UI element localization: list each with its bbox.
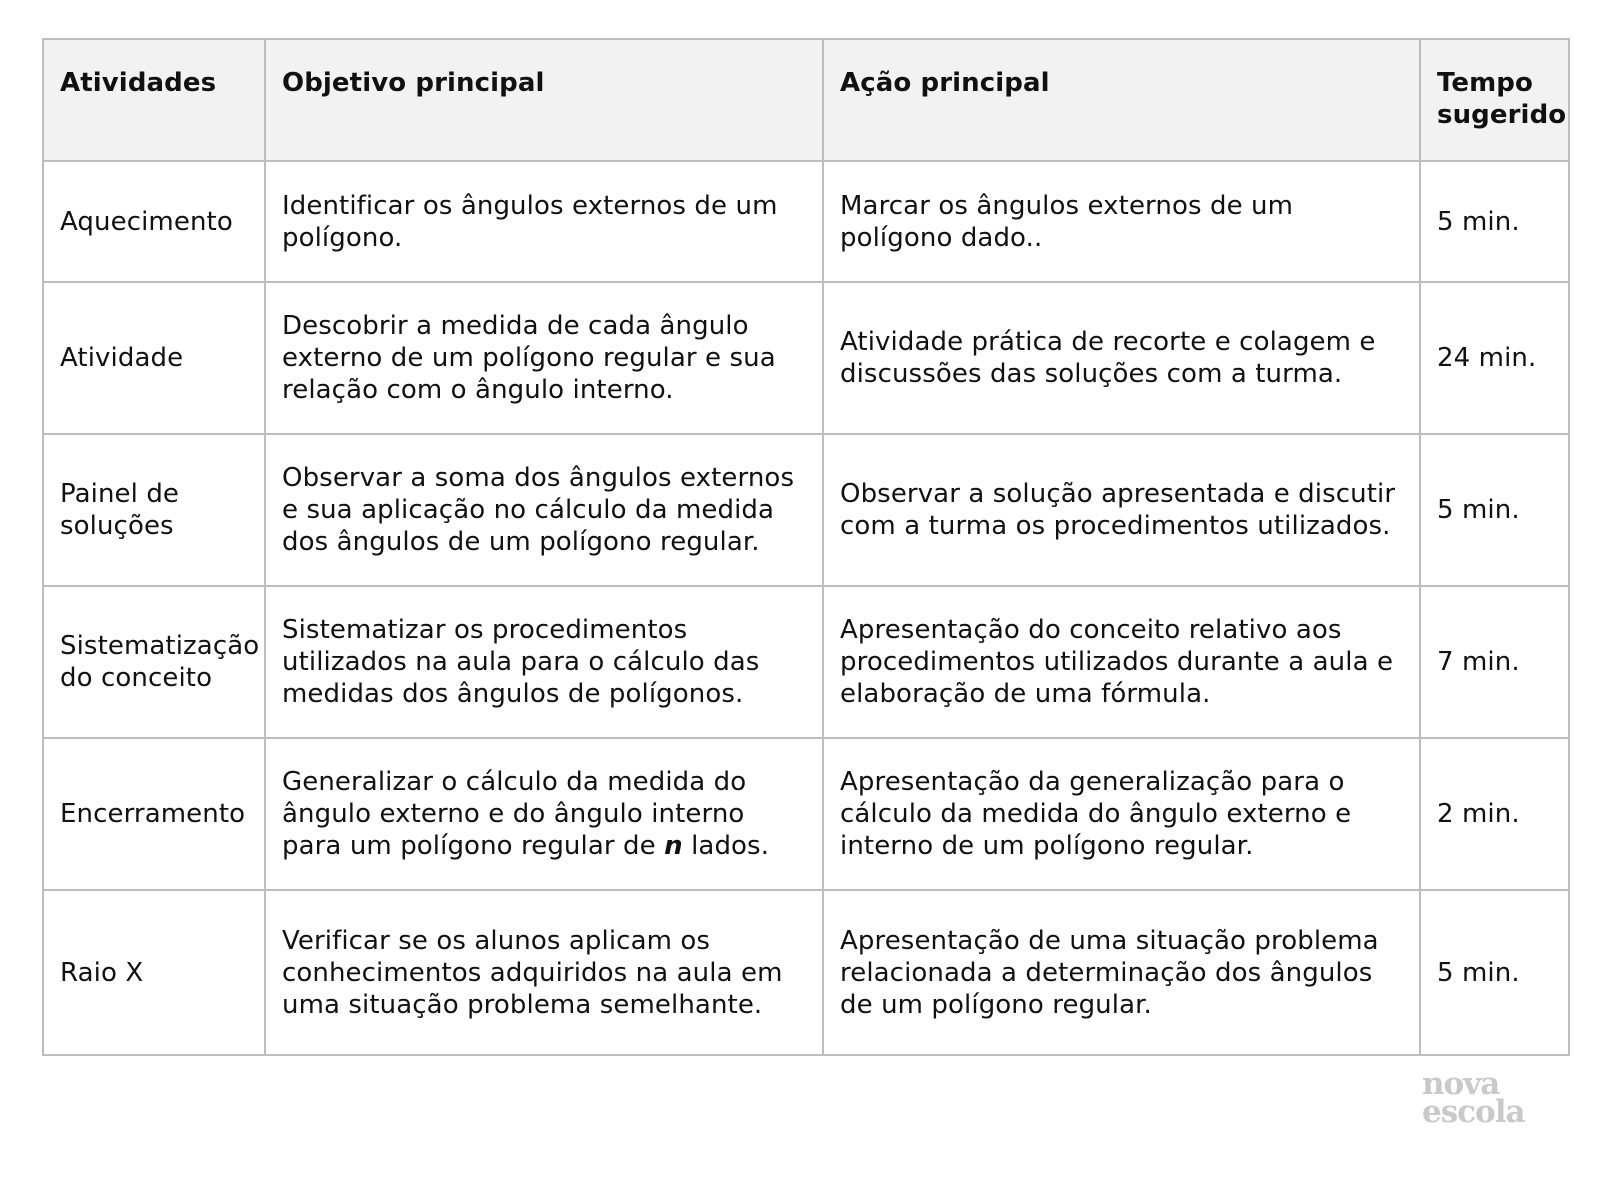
- header-atividades: Atividades: [43, 39, 265, 161]
- cell-tempo: 5 min.: [1420, 434, 1569, 586]
- logo-line-2: escola: [1422, 1094, 1525, 1130]
- table-row: [43, 586, 1569, 738]
- cell-objetivo: Verificar se os alunos aplicam os conhecimentos adquiridos na aula em uma situação problema semelhante.: [265, 890, 823, 1055]
- table-row: [43, 890, 1569, 1055]
- nova-escola-logo: [1422, 1066, 1562, 1130]
- cell-acao: Observar a solução apresentada e discutir com a turma os procedimentos utilizados.: [823, 434, 1420, 586]
- cell-tempo: 24 min.: [1420, 282, 1569, 434]
- cell-acao: Apresentação do conceito relativo aos procedimentos utilizados durante a aula e elaboração de uma fórmula.: [823, 586, 1420, 738]
- cell-objetivo: Identificar os ângulos externos de um polígono.: [265, 161, 823, 282]
- cell-objetivo: Observar a soma dos ângulos externos e sua aplicação no cálculo da medida dos ângulos de um polígono regular.: [265, 434, 823, 586]
- variable-n: n: [664, 831, 683, 861]
- header-row: [43, 39, 1569, 161]
- cell-atividade: Aquecimento: [43, 161, 265, 282]
- logo-line-1: nova: [1422, 1066, 1500, 1102]
- cell-tempo: 5 min.: [1420, 890, 1569, 1055]
- cell-atividade: Painel de soluções: [43, 434, 265, 586]
- cell-acao: Atividade prática de recorte e colagem e discussões das soluções com a turma.: [823, 282, 1420, 434]
- table-row: [43, 738, 1569, 890]
- header-acao: Ação principal: [823, 39, 1420, 161]
- table-header: [43, 39, 1569, 161]
- cell-objetivo: Sistematizar os procedimentos utilizados na aula para o cálculo das medidas dos ângulos de polígonos.: [265, 586, 823, 738]
- cell-atividade: Encerramento: [43, 738, 265, 890]
- cell-atividade: Atividade: [43, 282, 265, 434]
- objetivo-prefix: Generalizar o cálculo da medida do ângulo externo e do ângulo interno para um polígono regular de: [282, 767, 747, 861]
- cell-objetivo: [265, 738, 823, 890]
- cell-objetivo: Descobrir a medida de cada ângulo externo de um polígono regular e sua relação com o ângulo interno.: [265, 282, 823, 434]
- cell-acao: Apresentação de uma situação problema relacionada a determinação dos ângulos de um polígono regular.: [823, 890, 1420, 1055]
- cell-tempo: 2 min.: [1420, 738, 1569, 890]
- cell-atividade: Sistematização do conceito: [43, 586, 265, 738]
- cell-acao: Apresentação da generalização para o cálculo da medida do ângulo externo e interno de um polígono regular.: [823, 738, 1420, 890]
- header-tempo: Tempo sugerido: [1420, 39, 1569, 161]
- cell-acao: Marcar os ângulos externos de um polígono dado..: [823, 161, 1420, 282]
- table-body: [43, 161, 1569, 1055]
- table-row: [43, 161, 1569, 282]
- cell-tempo: 7 min.: [1420, 586, 1569, 738]
- header-objetivo: Objetivo principal: [265, 39, 823, 161]
- objetivo-suffix: lados.: [682, 831, 770, 861]
- cell-atividade: Raio X: [43, 890, 265, 1055]
- table-row: [43, 434, 1569, 586]
- cell-tempo: 5 min.: [1420, 161, 1569, 282]
- table-row: [43, 282, 1569, 434]
- lesson-plan-table: [42, 38, 1570, 1056]
